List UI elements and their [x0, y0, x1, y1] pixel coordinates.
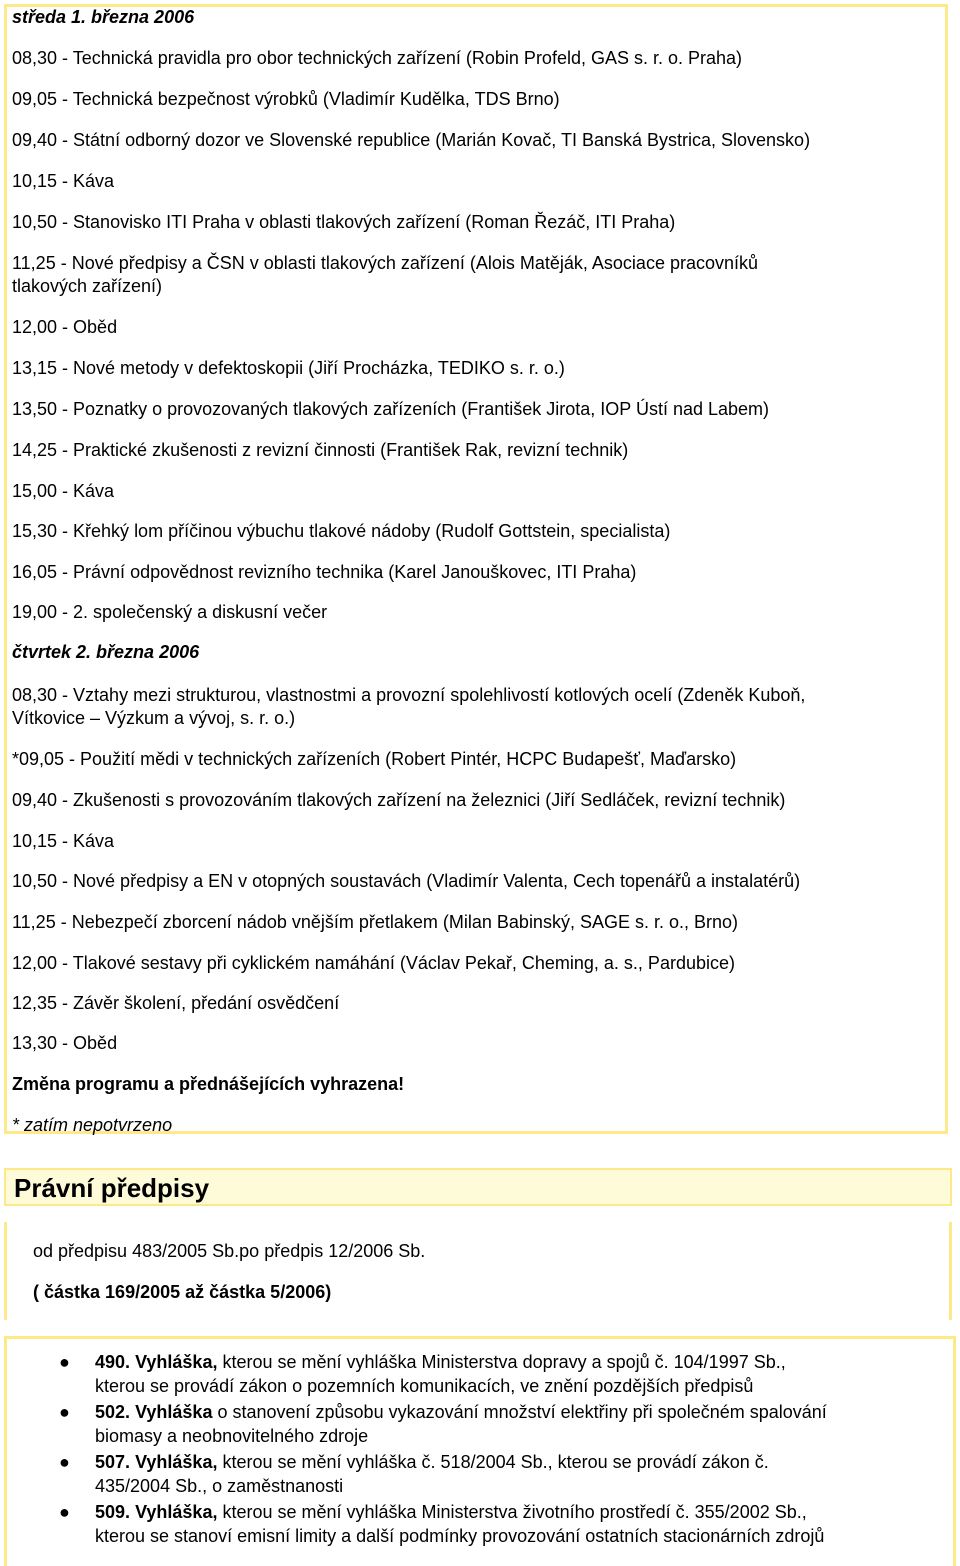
program-item: 10,15 - Káva [12, 171, 115, 191]
regulation-description-continued: 435/2004 Sb., o zaměstnanosti [95, 1476, 344, 1496]
regulation-description: o stanovení způsobu vykazování množství elektřiny při společném spalování [212, 1402, 827, 1422]
program-item: 15,30 - Křehký lom příčinou výbuchu tlakové nádoby (Rudolf Gottstein, specialista) [12, 521, 671, 541]
regulation-kind: Vyhláška, [135, 1352, 218, 1372]
regulation-number: 502. [95, 1402, 131, 1422]
program-item: 10,50 - Nové předpisy a EN v otopných soustavách (Vladimír Valenta, Cech topenářů a instalatérů) [12, 871, 801, 891]
source-range-box [4, 1222, 952, 1320]
regulation-kind: Vyhláška, [135, 1452, 218, 1472]
program-item: 13,50 - Poznatky o provozovaných tlakových zařízeních (František Jirota, IOP Ústí nad Labem) [12, 399, 770, 419]
program-item: 08,30 - Technická pravidla pro obor technických zařízení (Robin Profeld, GAS s. r. o. Praha) [12, 48, 743, 68]
footnote: * zatím nepotvrzeno [12, 1115, 173, 1135]
program-item: 08,30 - Vztahy mezi strukturou, vlastnostmi a provozní spolehlivostí kotlových ocelí (Zdeněk Kuboň, [12, 685, 806, 705]
section-title: Právní předpisy [14, 1173, 210, 1203]
program-item: 14,25 - Praktické zkušenosti z revizní činnosti (František Rak, revizní technik) [12, 440, 629, 460]
program-item: 13,15 - Nové metody v defektoskopii (Jiří Procházka, TEDIKO s. r. o.) [12, 358, 565, 378]
program-change-notice: Změna programu a přednášejících vyhrazena! [12, 1074, 405, 1094]
bullet-icon: ● [59, 1352, 70, 1372]
bullet-icon: ● [59, 1502, 70, 1522]
program-item: 09,05 - Technická bezpečnost výrobků (Vladimír Kudělka, TDS Brno) [12, 89, 560, 109]
day2-header: čtvrtek 2. března 2006 [12, 642, 200, 662]
program-item: 11,25 - Nové předpisy a ČSN v oblasti tlakových zařízení (Alois Matěják, Asociace pracovníků [12, 253, 759, 273]
program-item: 10,50 - Stanovisko ITI Praha v oblasti tlakových zařízení (Roman Řezáč, ITI Praha) [12, 212, 676, 232]
program-item: 10,15 - Káva [12, 831, 115, 851]
program-item: 12,35 - Závěr školení, předání osvědčení [12, 993, 340, 1013]
program-item: 13,30 - Oběd [12, 1033, 118, 1053]
parts-line: ( částka 169/2005 až částka 5/2006) [33, 1282, 332, 1302]
program-item: 09,40 - Zkušenosti s provozováním tlakových zařízení na železnici (Jiří Sedláček, revizní technik) [12, 790, 786, 810]
regulation-number: 507. [95, 1452, 131, 1472]
program-item: 12,00 - Oběd [12, 317, 118, 337]
regulation-kind: Vyhláška, [135, 1502, 218, 1522]
regulation-description-continued: kterou se stanoví emisní limity a další podmínky provozování ostatních stacionárních zdrojů [95, 1526, 825, 1546]
bullet-icon: ● [59, 1452, 70, 1472]
regulation-description: kterou se mění vyhláška č. 518/2004 Sb., kterou se provádí zákon č. [217, 1452, 769, 1472]
day1-header: středa 1. března 2006 [12, 7, 195, 27]
program-item: 12,00 - Tlakové sestavy při cyklickém namáhání (Václav Pekař, Cheming, a. s., Pardubice) [12, 953, 735, 973]
regulation-description: kterou se mění vyhláška Ministerstva dopravy a spojů č. 104/1997 Sb., [217, 1352, 786, 1372]
program-item: 19,00 - 2. společenský a diskusní večer [12, 602, 328, 622]
section-header [4, 1168, 952, 1206]
regulation-number: 490. [95, 1352, 131, 1372]
regulation-description-continued: biomasy a neobnovitelného zdroje [95, 1426, 369, 1446]
bullet-icon: ● [59, 1402, 70, 1422]
program-item: 16,05 - Právní odpovědnost revizního technika (Karel Janouškovec, ITI Praha) [12, 562, 637, 582]
regulation-description-continued: kterou se provádí zákon o pozemních komunikacích, ve znění pozdějších předpisů [95, 1376, 754, 1396]
program-item-continued: Vítkovice – Výzkum a vývoj, s. r. o.) [12, 708, 296, 728]
regulation-kind: Vyhláška [135, 1402, 213, 1422]
regulation-number: 509. [95, 1502, 131, 1522]
program-item: 15,00 - Káva [12, 481, 115, 501]
program-item-continued: tlakových zařízení) [12, 276, 163, 296]
program-item: 11,25 - Nebezpečí zborcení nádob vnějším přetlakem (Milan Babinský, SAGE s. r. o., Brno) [12, 912, 739, 932]
regulation-description: kterou se mění vyhláška Ministerstva životního prostředí č. 355/2002 Sb., [217, 1502, 807, 1522]
range-line: od předpisu 483/2005 Sb.po předpis 12/2006 Sb. [33, 1241, 426, 1261]
regulation-list [4, 1336, 956, 1566]
program-item: 09,40 - Státní odborný dozor ve Slovenské republice (Marián Kovač, TI Banská Bystrica, Slovensko) [12, 130, 811, 150]
program-item: *09,05 - Použití mědi v technických zařízeních (Robert Pintér, HCPC Budapešť, Maďarsko) [12, 749, 737, 769]
